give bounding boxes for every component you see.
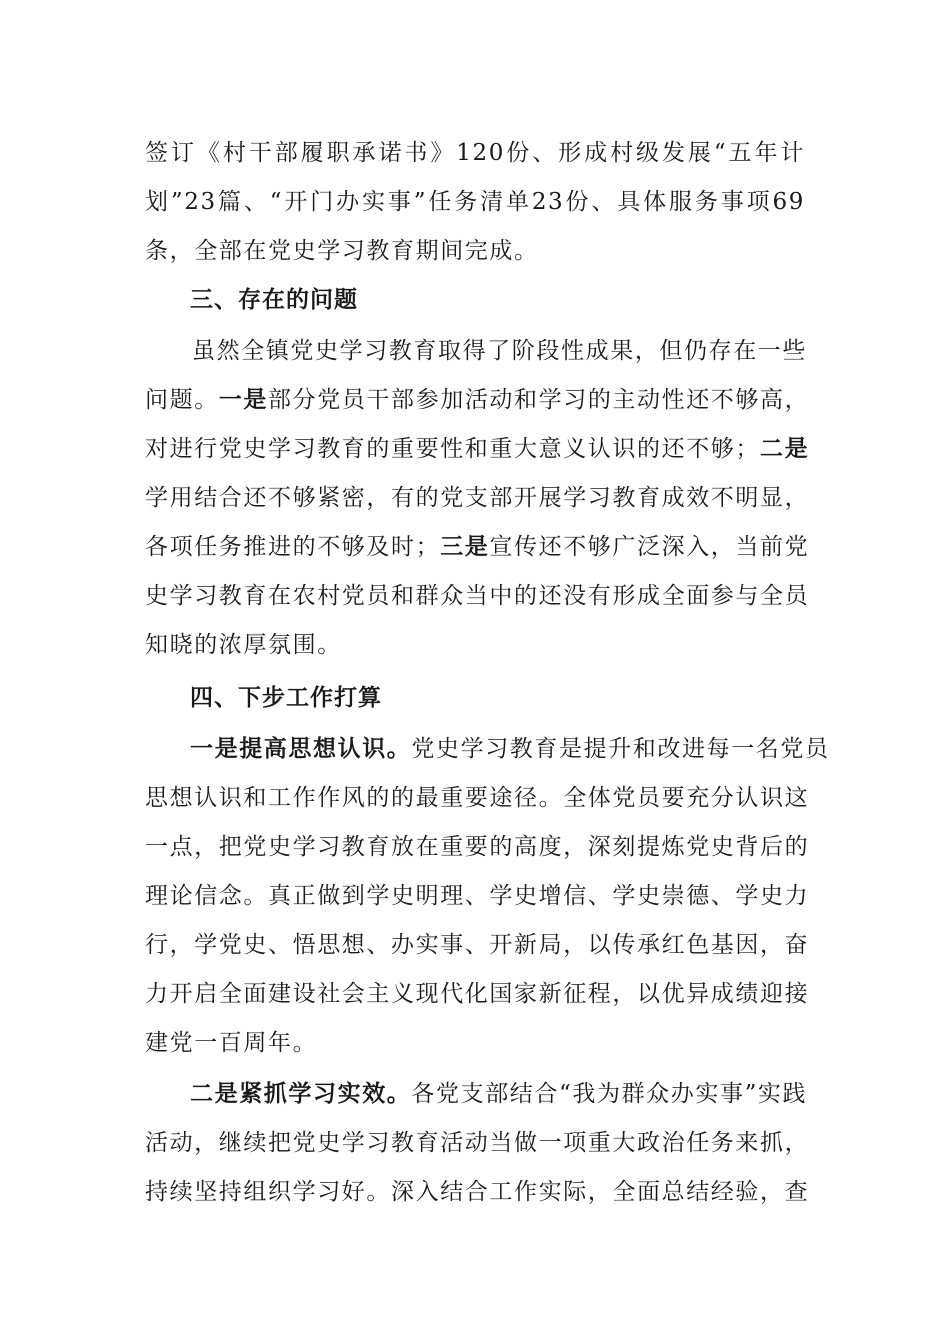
paragraph-line: 活动，继续把党史学习教育活动当做一项重大政治任务来抓， <box>145 1130 810 1156</box>
paragraph-line: 力开启全面建设社会主义现代化国家新征程，以优异成绩迎接 <box>145 981 810 1007</box>
paragraph-line: 一点，把党史学习教育放在重要的高度，深刻提炼党史背后的 <box>145 834 810 860</box>
paragraph-line: 虽然全镇党史学习教育取得了阶段性成果，但仍存在一些 <box>192 338 807 364</box>
paragraph-line: 条，全部在党史学习教育期间完成。 <box>145 238 539 264</box>
text-segment: 党史学习教育是提升和改进每一名党员 <box>411 736 830 762</box>
section-heading: 四、下步工作打算 <box>190 685 382 711</box>
text-segment: 宣传还不够广泛深入，当前党 <box>489 534 810 560</box>
paragraph-line: 史学习教育在农村党员和群众当中的还没有形成全面参与全员 <box>145 583 810 609</box>
text-segment: 各党支部结合“我为群众办实事”实践 <box>411 1081 808 1107</box>
text-segment: 问题。 <box>145 387 219 413</box>
paragraph-line <box>145 385 810 415</box>
paragraph-line: 划”23篇、“开门办实事”任务清单23份、具体服务事项69 <box>145 189 805 215</box>
emphasis-text: 一是 <box>218 387 269 413</box>
paragraph-line: 签订《村干部履职承诺书》120份、形成村级发展“五年计 <box>145 140 805 166</box>
emphasis-text: 二是紧抓学习实效。 <box>190 1081 412 1107</box>
section-heading: 三、存在的问题 <box>190 287 358 313</box>
emphasis-text: 一是提高思想认识。 <box>190 736 412 762</box>
paragraph-line <box>145 532 810 562</box>
paragraph-line: 持续坚持组织学习好。深入结合工作实际，全面总结经验，查 <box>145 1179 810 1205</box>
text-segment: 对进行党史学习教育的重要性和重大意义认识的还不够； <box>145 436 760 462</box>
paragraph-line <box>190 734 830 764</box>
paragraph-line: 学用结合还不够紧密，有的党支部开展学习教育成效不明显， <box>145 485 810 511</box>
paragraph-line <box>190 1079 808 1109</box>
emphasis-text: 二是 <box>760 436 810 462</box>
emphasis-text: 三是 <box>440 534 490 560</box>
paragraph-line <box>145 434 810 464</box>
paragraph-line: 建党一百周年。 <box>145 1030 318 1056</box>
paragraph-line: 行，学党史、悟思想、办实事、开新局，以传承红色基因，奋 <box>145 932 810 958</box>
paragraph-line: 思想认识和工作作风的的最重要途径。全体党员要充分认识这 <box>145 785 810 811</box>
text-segment: 各项任务推进的不够及时； <box>145 534 441 560</box>
paragraph-line: 理论信念。真正做到学史明理、学史增信、学史崇德、学史力 <box>145 883 810 909</box>
paragraph-line: 知晓的浓厚氛围。 <box>145 632 342 658</box>
text-segment: 部分党员干部参加活动和学习的主动性还不够高， <box>268 387 810 413</box>
